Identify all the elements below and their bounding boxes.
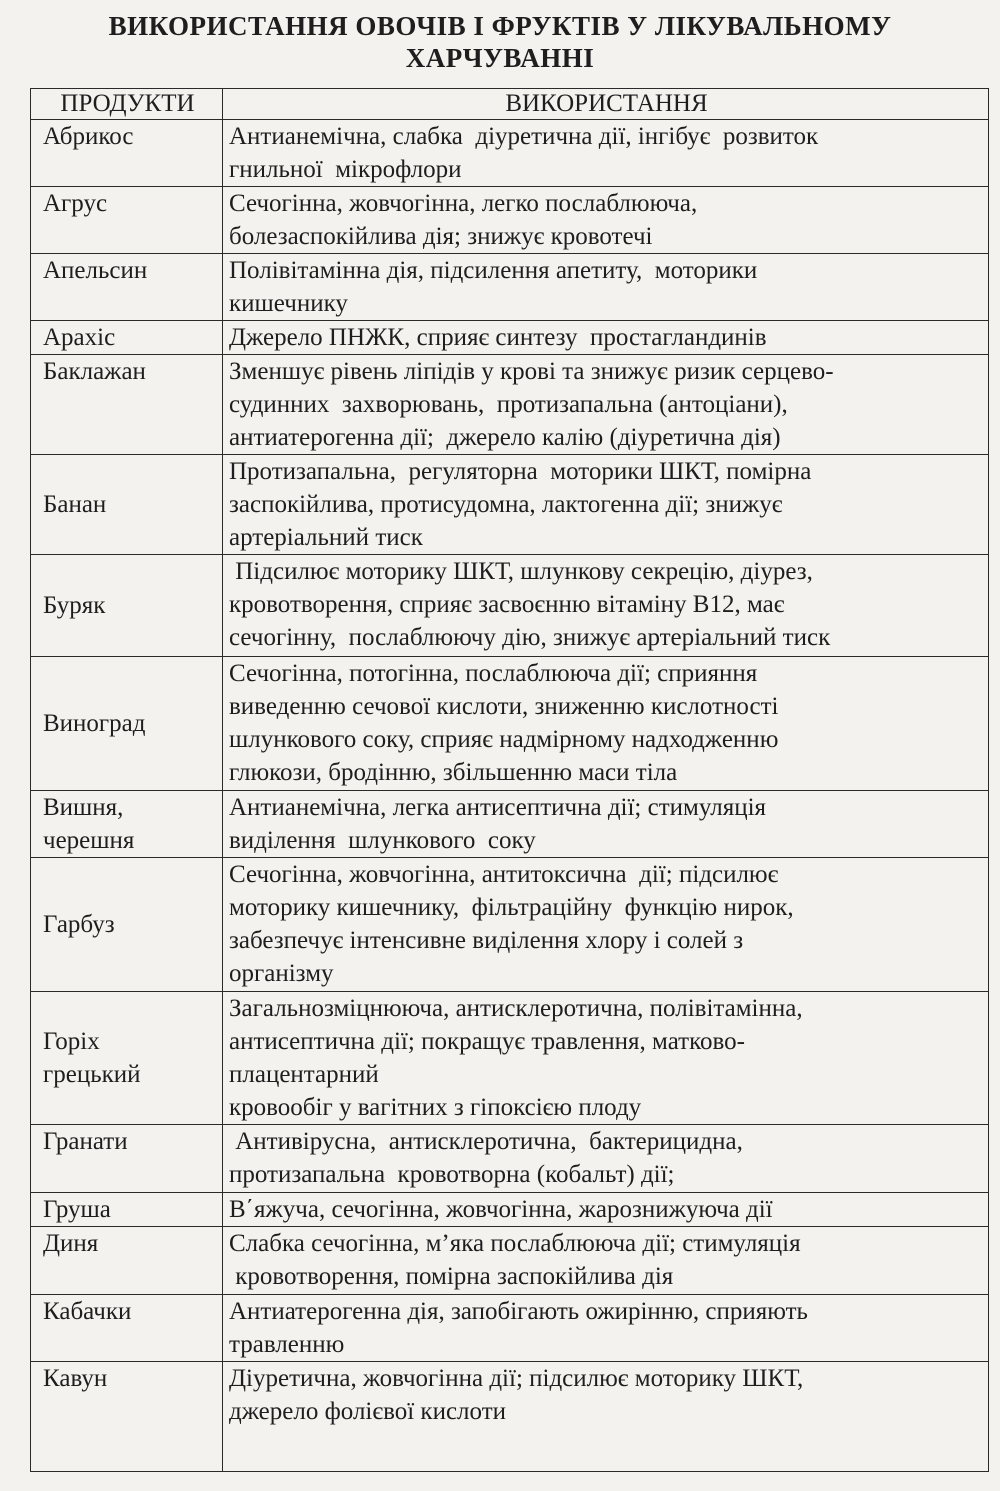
usage-line: сечогінну, послаблюючу дію, знижує артеріальний тиск [229, 624, 831, 651]
product-name: Гарбуз [43, 911, 115, 938]
table-row [31, 992, 989, 1125]
table-row [31, 1295, 989, 1362]
table-row [31, 858, 989, 992]
usage-line: заспокійлива, протисудомна, лактогенна дії; знижує [229, 491, 783, 518]
table-row [31, 355, 989, 455]
product-name: грецький [43, 1061, 141, 1088]
header-products: ПРОДУКТИ [31, 89, 223, 120]
header-usage: ВИКОРИСТАННЯ [223, 89, 989, 120]
product-name: Баклажан [43, 358, 146, 385]
table-row [31, 120, 989, 187]
product-name: Диня [43, 1230, 99, 1257]
usage-line: Антивірусна, антисклеротична, бактерицидна, [229, 1128, 743, 1155]
product-cell [31, 858, 223, 992]
usage-cell [223, 1362, 989, 1472]
product-cell [31, 455, 223, 555]
product-name: черешня [43, 827, 135, 854]
usage-line: Сечогінна, потогінна, послаблююча дії; сприяння [229, 660, 758, 687]
usage-cell [223, 555, 989, 657]
table-row [31, 187, 989, 254]
product-name: Виноград [43, 710, 146, 737]
usage-line: Сечогінна, жовчогінна, легко послаблююча, [229, 190, 698, 217]
usage-cell [223, 1295, 989, 1362]
product-cell [31, 254, 223, 321]
usage-cell [223, 120, 989, 187]
product-cell [31, 187, 223, 254]
product-cell [31, 992, 223, 1125]
usage-line: Антианемічна, слабка діуретична дії, інгібує розвиток [229, 123, 819, 150]
table-row [31, 555, 989, 657]
usage-cell [223, 858, 989, 992]
product-name: Абрикос [43, 123, 134, 150]
usage-line: травленню [229, 1331, 345, 1358]
product-cell [31, 355, 223, 455]
usage-cell [223, 355, 989, 455]
usage-cell [223, 992, 989, 1125]
product-name: Вишня, [43, 794, 124, 821]
usage-cell [223, 791, 989, 858]
usage-line: Загальнозміцнююча, антисклеротична, полівітамінна, [229, 995, 803, 1022]
product-name: Кабачки [43, 1298, 132, 1325]
product-cell [31, 1295, 223, 1362]
products-table [30, 88, 989, 1472]
table-row [31, 455, 989, 555]
usage-line: Полівітамінна дія, підсилення апетиту, моторики [229, 257, 758, 284]
title-line-2: ХАРЧУВАННІ [405, 43, 595, 73]
usage-line: плацентарний [229, 1061, 379, 1088]
product-name: Агрус [43, 190, 108, 217]
usage-line: болезаспокійлива дія; знижує кровотечі [229, 223, 653, 250]
usage-line: Протизапальна, регуляторна моторики ШКТ, помірна [229, 458, 812, 485]
product-cell [31, 1362, 223, 1472]
usage-line: моторику кишечнику, фільтраційну функцію нирок, [229, 894, 794, 921]
product-name: Арахіс [43, 324, 116, 351]
table-row [31, 254, 989, 321]
usage-cell [223, 187, 989, 254]
product-cell [31, 555, 223, 657]
table-row [31, 1193, 989, 1227]
product-cell [31, 120, 223, 187]
table-row [31, 321, 989, 355]
usage-line: шлункового соку, сприяє надмірному надходженню [229, 726, 779, 753]
usage-line: В΄яжуча, сечогінна, жовчогінна, жарознижуюча дії [229, 1196, 773, 1223]
usage-cell [223, 455, 989, 555]
usage-line: судинних захворювань, протизапальна (антоціани), [229, 391, 788, 418]
product-name: Горіх [43, 1028, 100, 1055]
usage-line: Зменшує рівень ліпідів у крові та знижує ризик серцево- [229, 358, 834, 385]
table-row [31, 1125, 989, 1193]
usage-line: виведенню сечової кислоти, зниженню кислотності [229, 693, 779, 720]
product-name: Апельсин [43, 257, 148, 284]
usage-line: виділення шлункового соку [229, 827, 536, 854]
table-row [31, 791, 989, 858]
table-header-row [31, 89, 989, 120]
usage-cell [223, 254, 989, 321]
title-line-1: ВИКОРИСТАННЯ ОВОЧІВ І ФРУКТІВ У ЛІКУВАЛЬНОМУ [108, 11, 892, 41]
usage-cell [223, 657, 989, 791]
usage-line: Джерело ПНЖК, сприяє синтезу простагландинів [229, 324, 767, 351]
product-cell [31, 1125, 223, 1193]
usage-line: Слабка сечогінна, м’яка послаблююча дії; стимуляція [229, 1230, 801, 1257]
table-row [31, 1227, 989, 1295]
usage-line: Антиатерогенна дія, запобігають ожирінню, сприяють [229, 1298, 808, 1325]
usage-line: кровообіг у вагітних з гіпоксією плоду [229, 1094, 642, 1121]
usage-line: антиатерогенна дії; джерело калію (діуретична дія) [229, 424, 781, 451]
product-name: Гранати [43, 1128, 128, 1155]
usage-line: кишечнику [229, 290, 348, 317]
usage-line: кровотворення, сприяє засвоєнню вітаміну В12, має [229, 591, 785, 618]
usage-line: забезпечує інтенсивне виділення хлору і солей з [229, 927, 744, 954]
product-cell [31, 1227, 223, 1295]
usage-line: гнильної мікрофлори [229, 156, 462, 183]
table-body [31, 120, 989, 1472]
product-name: Банан [43, 491, 107, 518]
product-cell [31, 791, 223, 858]
usage-cell [223, 1193, 989, 1227]
usage-line: антисептична дії; покращує травлення, матково- [229, 1028, 745, 1055]
product-cell [31, 1193, 223, 1227]
usage-line: джерело фолієвої кислоти [229, 1398, 507, 1425]
product-name: Буряк [43, 592, 106, 619]
product-cell [31, 657, 223, 791]
page-title [0, 10, 1000, 74]
usage-line: Діуретична, жовчогінна дії; підсилює моторику ШКТ, [229, 1365, 804, 1392]
usage-cell [223, 321, 989, 355]
product-cell [31, 321, 223, 355]
usage-line: кровотворення, помірна заспокійлива дія [229, 1263, 674, 1290]
product-name: Кавун [43, 1365, 108, 1392]
usage-line: Антианемічна, легка антисептична дії; стимуляція [229, 794, 767, 821]
product-name: Груша [43, 1196, 111, 1223]
usage-line: протизапальна кровотворна (кобальт) дії; [229, 1161, 675, 1188]
usage-line: Сечогінна, жовчогінна, антитоксична дії; підсилює [229, 861, 779, 888]
usage-line: артеріальний тиск [229, 524, 423, 551]
usage-line: глюкози, бродінню, збільшенню маси тіла [229, 759, 678, 786]
table-row [31, 657, 989, 791]
usage-line: Підсилює моторику ШКТ, шлункову секрецію, діурез, [229, 558, 813, 585]
usage-cell [223, 1125, 989, 1193]
table-row [31, 1362, 989, 1472]
usage-line: організму [229, 960, 334, 987]
usage-cell [223, 1227, 989, 1295]
